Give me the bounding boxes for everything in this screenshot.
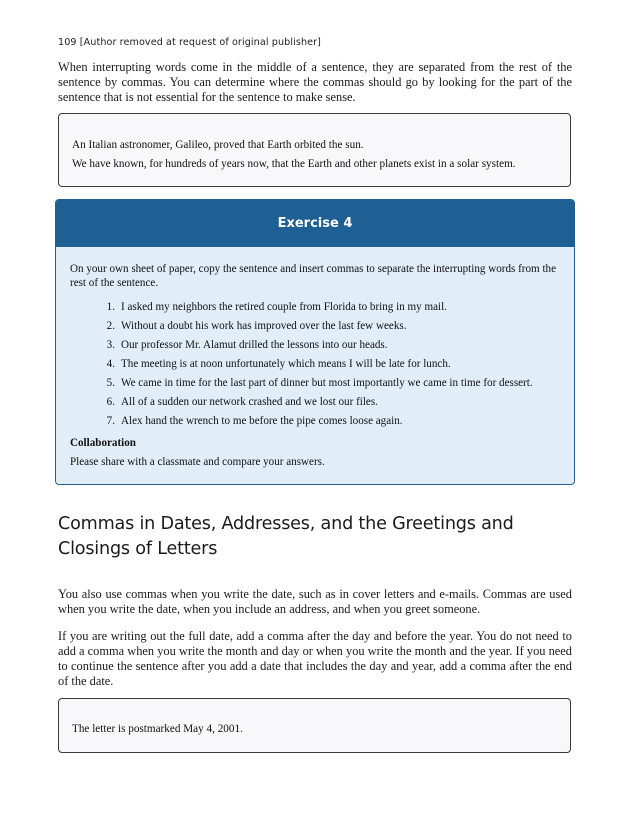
item-number: 4. bbox=[106, 358, 115, 370]
item-text: All of a sudden our network crashed and we lost our files. bbox=[121, 396, 378, 408]
collaboration-text: Please share with a classmate and compare your answers. bbox=[70, 456, 325, 468]
exercise-item bbox=[70, 395, 560, 414]
exercise-box bbox=[55, 199, 575, 485]
exercise-list bbox=[70, 300, 560, 433]
exercise-item bbox=[70, 376, 560, 395]
item-text: The meeting is at noon unfortunately which means I will be late for lunch. bbox=[121, 358, 451, 370]
exercise-title: Exercise 4 bbox=[277, 216, 353, 231]
exercise-instructions: On your own sheet of paper, copy the sentence and insert commas to separate the interrupting words from the rest of the sentence. bbox=[70, 263, 556, 289]
example-box-interrupting bbox=[58, 113, 571, 187]
item-text: Alex hand the wrench to me before the pipe comes loose again. bbox=[121, 415, 403, 427]
item-number: 5. bbox=[106, 377, 115, 389]
example-sentence: The letter is postmarked May 4, 2001. bbox=[72, 723, 243, 735]
item-text: Without a doubt his work has improved over the last few weeks. bbox=[121, 320, 407, 332]
item-number: 3. bbox=[106, 339, 115, 351]
exercise-item bbox=[70, 319, 560, 338]
exercise-header bbox=[56, 200, 574, 247]
running-head-text: [Author removed at request of original publisher] bbox=[79, 37, 322, 48]
paragraph-full-date: If you are writing out the full date, add a comma after the day and before the year. You do not need to add a comma when you write the month and day or when you write the month and the year. If you need to continue the sentence after you add a date that includes the day and year, add a comma after the end of the date. bbox=[58, 629, 572, 688]
item-text: We came in time for the last part of dinner but most importantly we came in time for dessert. bbox=[121, 377, 533, 389]
example-sentence: An Italian astronomer, Galileo, proved that Earth orbited the sun. bbox=[72, 139, 364, 151]
paragraph-dates-intro: You also use commas when you write the date, such as in cover letters and e-mails. Commas are used when you write the date, when you include an address, and when you greet someone. bbox=[58, 587, 572, 616]
exercise-item bbox=[70, 338, 560, 357]
item-text: I asked my neighbors the retired couple from Florida to bring in my mail. bbox=[121, 301, 447, 313]
item-number: 6. bbox=[106, 396, 115, 408]
exercise-item bbox=[70, 357, 560, 376]
page-number: 109 bbox=[58, 37, 77, 48]
collaboration-heading: Collaboration bbox=[70, 437, 136, 449]
item-number: 1. bbox=[106, 301, 115, 313]
paragraph-interrupting-words: When interrupting words come in the middle of a sentence, they are separated from the rest of the sentence by commas. You can determine where the commas should go by looking for the part of the sentence that is not essential for the sentence to make sense. bbox=[58, 60, 572, 104]
section-heading: Commas in Dates, Addresses, and the Greetings and Closings of Letters bbox=[58, 514, 514, 559]
item-number: 2. bbox=[106, 320, 115, 332]
exercise-item bbox=[70, 414, 560, 433]
item-text: Our professor Mr. Alamut drilled the lessons into our heads. bbox=[121, 339, 388, 351]
example-sentence: We have known, for hundreds of years now, that the Earth and other planets exist in a solar system. bbox=[72, 158, 516, 170]
item-number: 7. bbox=[106, 415, 115, 427]
example-box-date bbox=[58, 698, 571, 753]
exercise-body bbox=[56, 247, 574, 469]
running-head bbox=[58, 37, 321, 48]
exercise-item bbox=[70, 300, 560, 319]
